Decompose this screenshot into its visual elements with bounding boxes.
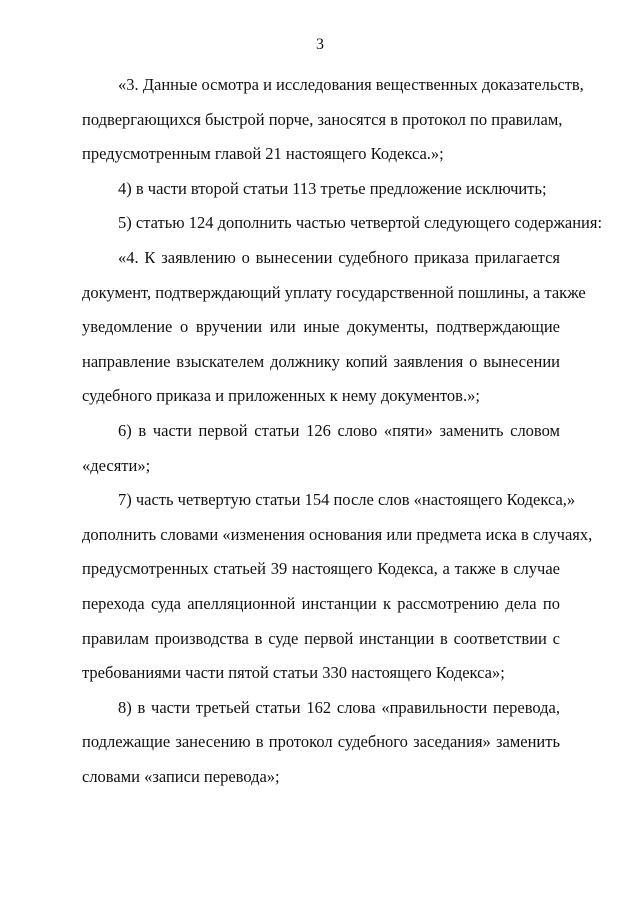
text-line: 5) статью 124 дополнить частью четвертой следующего содержания: <box>118 213 603 233</box>
text-line: «3. Данные осмотра и исследования вещественных доказательств, <box>118 75 584 94</box>
document-body <box>82 68 603 794</box>
text-line: предусмотренных статьей 39 настоящего Кодекса, а также в случае <box>82 559 560 579</box>
text-line: уведомление о вручении или иные документы, подтверждающие <box>82 317 560 337</box>
text-line: «десяти»; <box>82 455 151 475</box>
text-line: 8) в части третьей статьи 162 слова «правильности перевода, <box>118 697 560 717</box>
text-line: подвергающихся быстрой порче, заносятся в протокол по правилам, <box>82 109 563 129</box>
text-line: документ, подтверждающий уплату государственной пошлины, а также <box>82 282 586 302</box>
text-line: дополнить словами «изменения основания или предмета иска в случаях, <box>82 524 593 544</box>
paragraph-6 <box>82 483 593 691</box>
paragraph-3 <box>82 206 603 241</box>
text-line: 4) в части второй статьи 113 третье предложение исключить; <box>118 178 547 198</box>
text-line: предусмотренным главой 21 настоящего Кодекса.»; <box>82 144 444 164</box>
text-line: перехода суда апелляционной инстанции к рассмотрению дела по <box>82 593 560 613</box>
paragraph-1 <box>82 68 584 172</box>
paragraph-7 <box>82 691 560 795</box>
paragraph-4 <box>82 241 586 414</box>
paragraph-2 <box>82 172 560 207</box>
text-line: направление взыскателем должнику копий заявления о вынесении <box>82 351 560 371</box>
text-line: 6) в части первой статьи 126 слово «пяти» заменить словом <box>118 420 560 440</box>
page-number: 3 <box>316 36 324 53</box>
paragraph-5 <box>82 414 560 483</box>
text-line: подлежащие занесению в протокол судебного заседания» заменить <box>82 732 560 752</box>
text-line: «4. К заявлению о вынесении судебного приказа прилагается <box>118 247 560 267</box>
text-line: словами «записи перевода»; <box>82 766 280 786</box>
text-line: 7) часть четвертую статьи 154 после слов «настоящего Кодекса,» <box>118 490 576 510</box>
text-line: правилам производства в суде первой инстанции в соответствии с <box>82 628 560 648</box>
text-line: требованиями части пятой статьи 330 настоящего Кодекса»; <box>82 663 505 683</box>
text-line: судебного приказа и приложенных к нему документов.»; <box>82 386 480 406</box>
